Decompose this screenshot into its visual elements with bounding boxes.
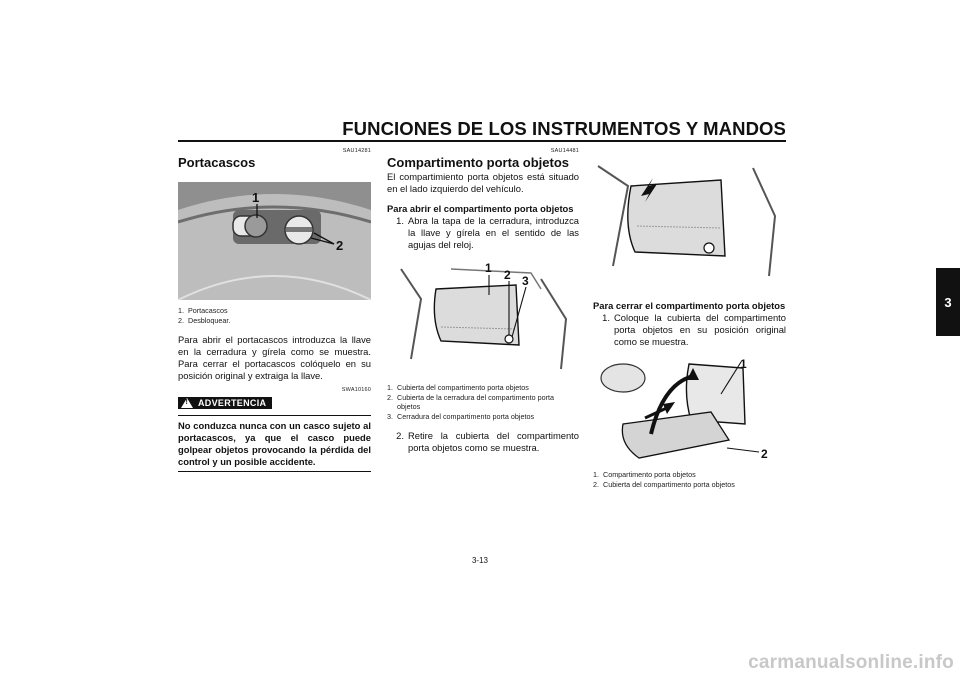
warning-rule-top (178, 415, 371, 416)
watermark[interactable]: carmanualsonline.info (748, 652, 954, 673)
subheading: Para cerrar el compartimento porta objetos (593, 300, 786, 311)
caption-item: 2. Desbloquear. (178, 315, 231, 325)
warning-box (178, 395, 371, 472)
right-column (593, 146, 786, 489)
photo-callout: 2 (336, 238, 344, 253)
caption-item: 3. Cerradura del compartimento porta objetos (387, 411, 535, 421)
subheading: Para abrir el compartimento porta objetos (387, 203, 574, 214)
body-paragraph: Para abrir el portacascos introduzca la llave en la cerradura y gírela como se muestra. Para cerrar el portacascos colóquelo en su posición original y extraiga la llave. (178, 334, 371, 381)
section-heading: Portacascos (178, 155, 256, 170)
step-item: 2. Retire la cubierta del compartimento porta objetos como se muestra. (396, 430, 579, 453)
warning-text: No conduzca nunca con un casco sujeto al portacascos, ya que el casco puede golpear objetos provocando la pérdida del control y un posible accidente. (178, 420, 371, 468)
cover-install-diagram (593, 354, 781, 466)
photo-caption-list (178, 306, 371, 325)
diagram-callout: 3 (522, 274, 529, 288)
page-header-title: FUNCIONES DE LOS INSTRUMENTOS Y MANDOS (342, 118, 786, 139)
step-item: 1. Coloque la cubierta del compartimento porta objetos en su posición original como se muestra. (602, 312, 786, 347)
caption-item: 1. Portacascos (178, 306, 228, 315)
caption-item: 2. Cubierta del compartimento porta objetos (593, 479, 735, 489)
warning-code: SWA10160 (341, 387, 371, 393)
header-rule (178, 140, 786, 142)
diagram-callout: 1 (740, 357, 747, 371)
diagram-caption-list (593, 470, 786, 489)
cover-removal-diagram (593, 156, 785, 286)
caption-item: 1. Compartimento porta objetos (593, 470, 696, 479)
section-code: SAU14481 (550, 148, 579, 154)
caption-item: 2. Cubierta de la cerradura del compartimento porta objetos (387, 392, 555, 411)
photo-callout: 1 (252, 190, 260, 205)
helmet-holder-photo (178, 182, 371, 300)
page-number: 3-13 (471, 556, 488, 565)
step-item: 1. Abra la tapa de la cerradura, introduzca la llave y gírela en el sentido de las agujas del reloj. (396, 215, 579, 250)
left-column (178, 146, 371, 472)
warning-label: ! ADVERTENCIA (178, 397, 272, 409)
warning-rule-bottom (178, 471, 371, 472)
diagram-callout: 2 (761, 447, 768, 461)
middle-column (387, 146, 579, 454)
section-heading: Compartimento porta objetos (387, 155, 570, 170)
chapter-tab[interactable]: 3 (936, 268, 960, 336)
intro-paragraph: El compartimiento porta objetos está situado en el lado izquierdo del vehículo. (387, 171, 579, 194)
diagram-caption-list (387, 383, 579, 421)
section-code: SAU14281 (342, 148, 371, 154)
warning-icon (181, 398, 193, 408)
diagram-callout: 1 (485, 261, 492, 275)
compartment-open-diagram (391, 259, 579, 381)
caption-item: 1. Cubierta del compartimento porta objetos (387, 383, 529, 392)
diagram-callout: 2 (504, 268, 511, 282)
